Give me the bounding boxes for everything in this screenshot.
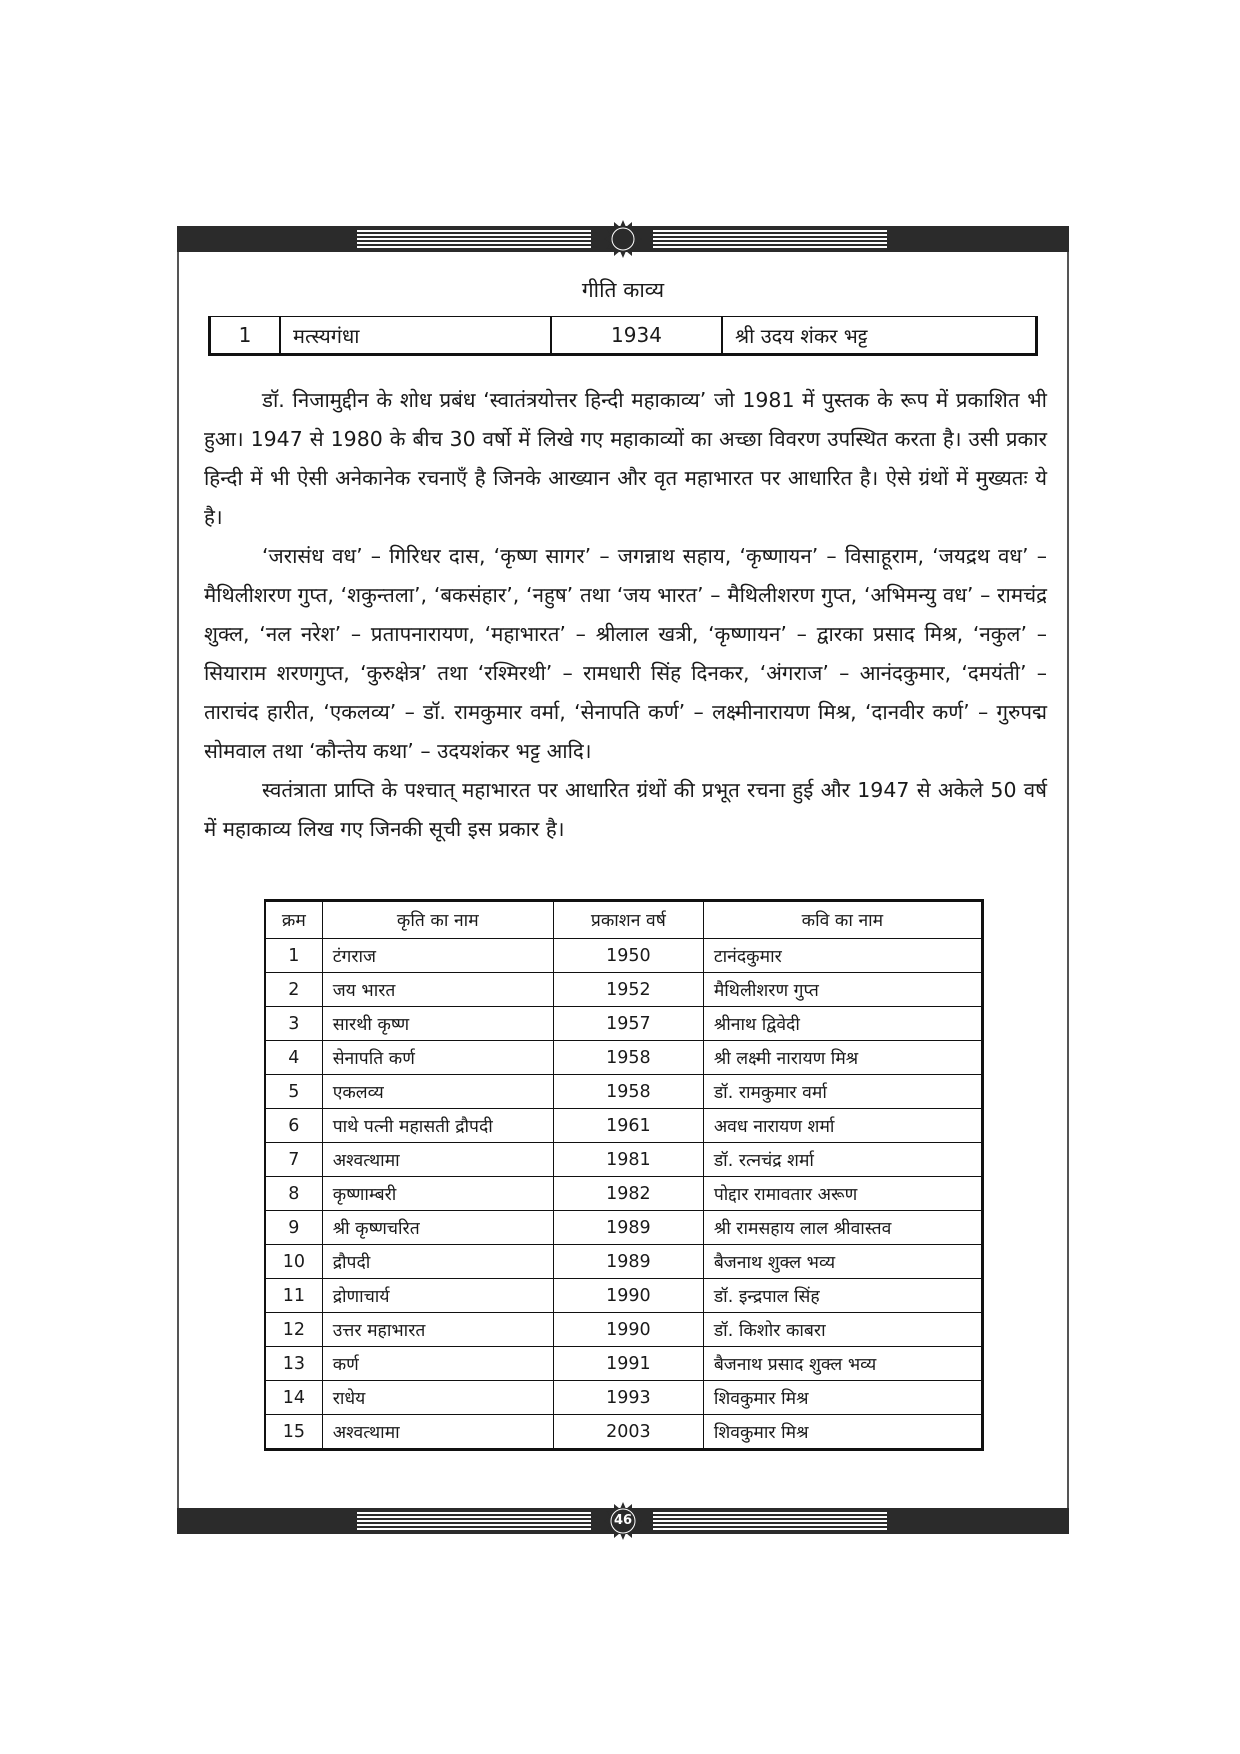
- table-row: [265, 1279, 983, 1313]
- cell-poet: अवध नारायण शर्मा: [703, 1109, 982, 1143]
- cell-number: 5: [265, 1075, 322, 1109]
- cell-poet: डॉ. रामकुमार वर्मा: [703, 1075, 982, 1109]
- cell-year: 1989: [553, 1245, 703, 1279]
- cell-work-name: कृष्णाम्बरी: [322, 1177, 553, 1211]
- table-row: [265, 1007, 983, 1041]
- cell-poet: बैजनाथ शुक्ल भव्य: [703, 1245, 982, 1279]
- table-row: [265, 1347, 983, 1381]
- footer-lines-left: [357, 1510, 591, 1532]
- cell-poet: बैजनाथ प्रसाद शुक्ल भव्य: [703, 1347, 982, 1381]
- header-poet-name: कवि का नाम: [703, 901, 982, 939]
- cell-author: श्री उदय शंकर भट्ट: [735, 323, 868, 348]
- table-body: [265, 939, 983, 1450]
- table-row: [265, 1245, 983, 1279]
- cell-poet: डॉ. इन्द्रपाल सिंह: [703, 1279, 982, 1313]
- cell-work-name: सेनापति कर्ण: [322, 1041, 553, 1075]
- cell-year: 1957: [553, 1007, 703, 1041]
- page-number: 46: [613, 1513, 633, 1528]
- sunburst-ornament-icon: [604, 220, 642, 258]
- cell-number: 9: [265, 1211, 322, 1245]
- cell-work-name: श्री कृष्णचरित: [322, 1211, 553, 1245]
- cell-poet: शिवकुमार मिश्र: [703, 1415, 982, 1450]
- cell-number: 6: [265, 1109, 322, 1143]
- header-publication-year: प्रकाशन वर्ष: [553, 901, 703, 939]
- cell-year: 1990: [553, 1279, 703, 1313]
- cell-work-name: पाथे पत्नी महासती द्रौपदी: [322, 1109, 553, 1143]
- cell-number: 2: [265, 973, 322, 1007]
- cell-poet: पोद्दार रामावतार अरूण: [703, 1177, 982, 1211]
- cell-year: 1952: [553, 973, 703, 1007]
- cell-number: 4: [265, 1041, 322, 1075]
- cell-year: 1991: [553, 1347, 703, 1381]
- single-entry-table: [208, 316, 1038, 356]
- table-row: [265, 973, 983, 1007]
- cell-year: 1950: [553, 939, 703, 973]
- cell-number: 1: [210, 317, 281, 355]
- cell-number: 12: [265, 1313, 322, 1347]
- footer-lines-right: [653, 1510, 887, 1532]
- cell-year: 1981: [553, 1143, 703, 1177]
- cell-poet: मैथिलीशरण गुप्त: [703, 973, 982, 1007]
- footer-band: [177, 1508, 1069, 1534]
- header-lines-right: [653, 228, 887, 250]
- cell-work-name: एकलव्य: [322, 1075, 553, 1109]
- cell-year: 1993: [553, 1381, 703, 1415]
- cell-work-name: टंगराज: [322, 939, 553, 973]
- cell-work-name: द्रोणाचार्य: [322, 1279, 553, 1313]
- page-number-badge: [604, 1502, 642, 1540]
- cell-number: 10: [265, 1245, 322, 1279]
- cell-work-name: उत्तर महाभारत: [322, 1313, 553, 1347]
- cell-poet: डॉ. रत्नचंद्र शर्मा: [703, 1143, 982, 1177]
- cell-number: 7: [265, 1143, 322, 1177]
- cell-year: 1961: [553, 1109, 703, 1143]
- cell-work-name: द्रौपदी: [322, 1245, 553, 1279]
- table-row: [265, 1313, 983, 1347]
- table-row: [265, 1415, 983, 1450]
- cell-year: 2003: [553, 1415, 703, 1450]
- cell-number: 8: [265, 1177, 322, 1211]
- table-row: [265, 1211, 983, 1245]
- table-row: [265, 1041, 983, 1075]
- paragraph: डॉ. निजामुद्दीन के शोध प्रबंध ‘स्वातंत्रयोत्तर हिन्दी महाकाव्य’ जो 1981 में पुस्तक के रूप में प्रकाशित भी हुआ। 1947 से 1980 के बीच 30 वर्षो में लिखे गए महाकाव्यों का अच्छा विवरण उपस्थित करता है। उसी प्रकार हिन्दी में भी ऐसी अनेकानेक रचनाएँ है जिनके आख्यान और वृत महाभारत पर आधारित है। ऐसे ग्रंथों में मुख्यतः ये है।: [204, 388, 1047, 529]
- cell-poet: डॉ. किशोर काबरा: [703, 1313, 982, 1347]
- cell-number: 3: [265, 1007, 322, 1041]
- cell-number: 15: [265, 1415, 322, 1450]
- paragraph: स्वतंत्राता प्राप्ति के पश्चात् महाभारत पर आधारित ग्रंथों की प्रभूत रचना हुई और 1947 से अकेले 50 वर्ष में महाकाव्य लिख गए जिनकी सूची इस प्रकार है।: [204, 778, 1047, 841]
- table-row: [265, 1381, 983, 1415]
- header-work-name: कृति का नाम: [322, 901, 553, 939]
- cell-year: 1982: [553, 1177, 703, 1211]
- table-row: [265, 1143, 983, 1177]
- cell-poet: श्रीनाथ द्विवेदी: [703, 1007, 982, 1041]
- cell-work-name: सारथी कृष्ण: [322, 1007, 553, 1041]
- epics-table: [264, 899, 984, 1451]
- table-row: [210, 317, 1037, 355]
- cell-work-name: राधेय: [322, 1381, 553, 1415]
- cell-poet: टानंदकुमार: [703, 939, 982, 973]
- header-band: [177, 226, 1069, 252]
- cell-poet: शिवकुमार मिश्र: [703, 1381, 982, 1415]
- cell-year: 1990: [553, 1313, 703, 1347]
- table-row: [265, 1177, 983, 1211]
- table-row: [265, 1109, 983, 1143]
- cell-year: 1989: [553, 1211, 703, 1245]
- cell-work-name: कर्ण: [322, 1347, 553, 1381]
- header-lines-left: [357, 228, 591, 250]
- cell-number: 14: [265, 1381, 322, 1415]
- table-row: [265, 1075, 983, 1109]
- cell-number: 11: [265, 1279, 322, 1313]
- cell-year: 1934: [551, 317, 722, 355]
- cell-number: 13: [265, 1347, 322, 1381]
- sub-heading: गीति काव्य: [581, 278, 665, 302]
- cell-work-name: अश्वत्थामा: [322, 1143, 553, 1177]
- cell-poet: श्री लक्ष्मी नारायण मिश्र: [703, 1041, 982, 1075]
- cell-work-name: अश्वत्थामा: [322, 1415, 553, 1450]
- cell-year: 1958: [553, 1075, 703, 1109]
- cell-number: 1: [265, 939, 322, 973]
- paragraph: ‘जरासंध वध’ – गिरिधर दास, ‘कृष्ण सागर’ – जगन्नाथ सहाय, ‘कृष्णायन’ – विसाहूराम, ‘जयद्रथ वध’ – मैथिलीशरण गुप्त, ‘शकुन्तला’, ‘बकसंहार’, ‘नहुष’ तथा ‘जय भारत’ – मैथिलीशरण गुप्त, ‘अभिमन्यु वध’ – रामचंद्र शुक्ल, ‘नल नरेश’ – प्रतापनारायण, ‘महाभारत’ – श्रीलाल खत्री, ‘कृष्णायन’ – द्वारका प्रसाद मिश्र, ‘नकुल’ – सियाराम शरणगुप्त, ‘कुरुक्षेत्र’ तथा ‘रश्मिरथी’ – रामधारी सिंह दिनकर, ‘अंगराज’ – आनंदकुमार, ‘दमयंती’ – ताराचंद हारीत, ‘एकलव्य’ – डॉ. रामकुमार वर्मा, ‘सेनापति कर्ण’ – लक्ष्मीनारायण मिश्र, ‘दानवीर कर्ण’ – गुरुपद्म सोमवाल तथा ‘कौन्तेय कथा’ – उदयशंकर भट्ट आदि।: [204, 544, 1047, 763]
- body-text: [204, 381, 1047, 849]
- table-header-row: [265, 901, 983, 939]
- cell-work-name: जय भारत: [322, 973, 553, 1007]
- table-row: [265, 939, 983, 973]
- header-serial: क्रम: [265, 901, 322, 939]
- cell-poet: श्री रामसहाय लाल श्रीवास्तव: [703, 1211, 982, 1245]
- cell-year: 1958: [553, 1041, 703, 1075]
- cell-title: मत्स्यगंधा: [280, 317, 551, 355]
